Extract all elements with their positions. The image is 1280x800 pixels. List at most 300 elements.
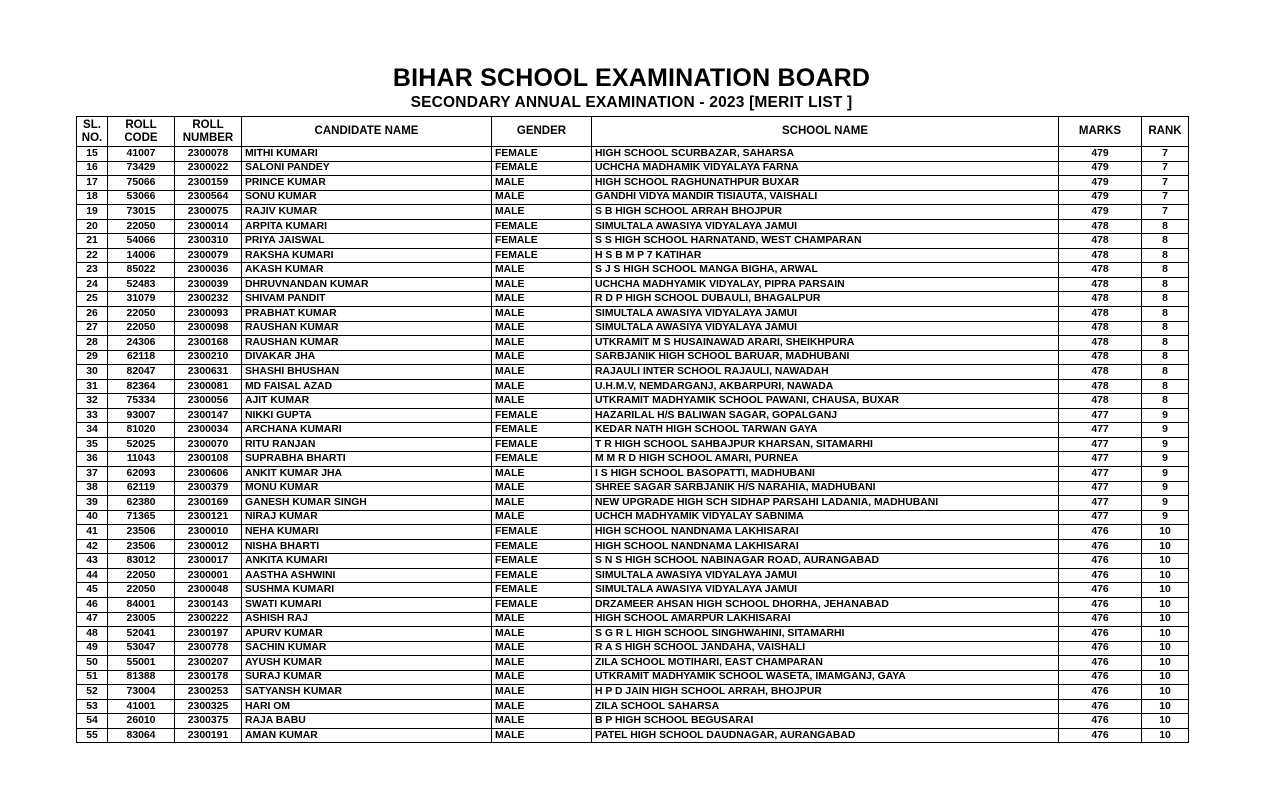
table-row bbox=[77, 525, 1189, 540]
sl-no-cell: 24 bbox=[77, 277, 108, 292]
sl-no-cell: 52 bbox=[77, 685, 108, 700]
school-name-cell: U.H.M.V, NEMDARGANJ, AKBARPURI, NAWADA bbox=[592, 379, 1059, 394]
roll-code-cell: 82047 bbox=[108, 365, 175, 380]
school-name-cell: SIMULTALA AWASIYA VIDYALAYA JAMUI bbox=[592, 321, 1059, 336]
roll-code-cell: 22050 bbox=[108, 583, 175, 598]
sl-no-cell: 30 bbox=[77, 365, 108, 380]
roll-number-cell: 2300081 bbox=[175, 379, 242, 394]
roll-number-cell: 2300197 bbox=[175, 627, 242, 642]
candidate-name-cell: APURV KUMAR bbox=[242, 627, 492, 642]
rank-cell: 9 bbox=[1142, 437, 1189, 452]
roll-code-cell: 24306 bbox=[108, 336, 175, 351]
table-row bbox=[77, 496, 1189, 511]
school-name-cell: S S HIGH SCHOOL HARNATAND, WEST CHAMPARAN bbox=[592, 234, 1059, 249]
school-name-cell: PATEL HIGH SCHOOL DAUDNAGAR, AURANGABAD bbox=[592, 728, 1059, 743]
marks-cell: 476 bbox=[1059, 714, 1142, 729]
column-header-sl-no: SL. NO. bbox=[77, 117, 108, 147]
roll-number-cell: 2300078 bbox=[175, 147, 242, 162]
column-header-school-name: SCHOOL NAME bbox=[592, 117, 1059, 147]
roll-code-cell: 52025 bbox=[108, 437, 175, 452]
candidate-name-cell: PRIYA JAISWAL bbox=[242, 234, 492, 249]
candidate-name-cell: ARCHANA KUMARI bbox=[242, 423, 492, 438]
roll-number-cell: 2300232 bbox=[175, 292, 242, 307]
school-name-cell: M M R D HIGH SCHOOL AMARI, PURNEA bbox=[592, 452, 1059, 467]
table-row bbox=[77, 408, 1189, 423]
school-name-cell: UTKRAMIT MADHYAMIK SCHOOL PAWANI, CHAUSA, BUXAR bbox=[592, 394, 1059, 409]
school-name-cell: SIMULTALA AWASIYA VIDYALAYA JAMUI bbox=[592, 583, 1059, 598]
rank-cell: 10 bbox=[1142, 699, 1189, 714]
school-name-cell: NEW UPGRADE HIGH SCH SIDHAP PARSAHI LADANIA, MADHUBANI bbox=[592, 496, 1059, 511]
roll-code-cell: 54066 bbox=[108, 234, 175, 249]
sl-no-cell: 22 bbox=[77, 248, 108, 263]
column-header-gender: GENDER bbox=[492, 117, 592, 147]
candidate-name-cell: RAJIV KUMAR bbox=[242, 205, 492, 220]
rank-cell: 7 bbox=[1142, 176, 1189, 191]
rank-cell: 10 bbox=[1142, 539, 1189, 554]
roll-number-cell: 2300253 bbox=[175, 685, 242, 700]
roll-number-cell: 2300012 bbox=[175, 539, 242, 554]
sl-no-cell: 33 bbox=[77, 408, 108, 423]
gender-cell: FEMALE bbox=[492, 248, 592, 263]
school-name-cell: SIMULTALA AWASIYA VIDYALAYA JAMUI bbox=[592, 568, 1059, 583]
roll-code-cell: 41001 bbox=[108, 699, 175, 714]
table-row bbox=[77, 685, 1189, 700]
rank-cell: 8 bbox=[1142, 321, 1189, 336]
sl-no-cell: 25 bbox=[77, 292, 108, 307]
roll-code-cell: 52483 bbox=[108, 277, 175, 292]
merit-list-table bbox=[76, 116, 1189, 743]
sl-no-cell: 31 bbox=[77, 379, 108, 394]
gender-cell: FEMALE bbox=[492, 437, 592, 452]
roll-number-cell: 2300222 bbox=[175, 612, 242, 627]
gender-cell: MALE bbox=[492, 365, 592, 380]
candidate-name-cell: HARI OM bbox=[242, 699, 492, 714]
rank-cell: 10 bbox=[1142, 597, 1189, 612]
sl-no-cell: 19 bbox=[77, 205, 108, 220]
gender-cell: MALE bbox=[492, 670, 592, 685]
marks-cell: 478 bbox=[1059, 248, 1142, 263]
marks-cell: 477 bbox=[1059, 437, 1142, 452]
table-row bbox=[77, 350, 1189, 365]
sl-no-cell: 18 bbox=[77, 190, 108, 205]
marks-cell: 478 bbox=[1059, 394, 1142, 409]
rank-cell: 9 bbox=[1142, 496, 1189, 511]
rank-cell: 8 bbox=[1142, 350, 1189, 365]
gender-cell: FEMALE bbox=[492, 539, 592, 554]
candidate-name-cell: DHRUVNANDAN KUMAR bbox=[242, 277, 492, 292]
table-row bbox=[77, 176, 1189, 191]
rank-cell: 10 bbox=[1142, 641, 1189, 656]
gender-cell: MALE bbox=[492, 176, 592, 191]
sl-no-cell: 36 bbox=[77, 452, 108, 467]
candidate-name-cell: ASHISH RAJ bbox=[242, 612, 492, 627]
rank-cell: 7 bbox=[1142, 147, 1189, 162]
sl-no-cell: 50 bbox=[77, 656, 108, 671]
rank-cell: 9 bbox=[1142, 467, 1189, 482]
sl-no-cell: 37 bbox=[77, 467, 108, 482]
candidate-name-cell: SUSHMA KUMARI bbox=[242, 583, 492, 598]
gender-cell: MALE bbox=[492, 321, 592, 336]
gender-cell: MALE bbox=[492, 641, 592, 656]
marks-cell: 478 bbox=[1059, 350, 1142, 365]
roll-number-cell: 2300159 bbox=[175, 176, 242, 191]
roll-number-cell: 2300014 bbox=[175, 219, 242, 234]
table-row bbox=[77, 699, 1189, 714]
table-row bbox=[77, 219, 1189, 234]
gender-cell: FEMALE bbox=[492, 452, 592, 467]
marks-cell: 476 bbox=[1059, 641, 1142, 656]
table-row bbox=[77, 597, 1189, 612]
roll-code-cell: 84001 bbox=[108, 597, 175, 612]
candidate-name-cell: RITU RANJAN bbox=[242, 437, 492, 452]
gender-cell: MALE bbox=[492, 496, 592, 511]
column-header-candidate-name: CANDIDATE NAME bbox=[242, 117, 492, 147]
marks-cell: 479 bbox=[1059, 176, 1142, 191]
marks-cell: 477 bbox=[1059, 423, 1142, 438]
candidate-name-cell: SWATI KUMARI bbox=[242, 597, 492, 612]
school-name-cell: H S B M P 7 KATIHAR bbox=[592, 248, 1059, 263]
gender-cell: MALE bbox=[492, 350, 592, 365]
board-title: BIHAR SCHOOL EXAMINATION BOARD bbox=[392, 64, 871, 92]
rank-cell: 9 bbox=[1142, 408, 1189, 423]
table-row bbox=[77, 583, 1189, 598]
rank-cell: 8 bbox=[1142, 394, 1189, 409]
school-name-cell: SIMULTALA AWASIYA VIDYALAYA JAMUI bbox=[592, 307, 1059, 322]
roll-number-cell: 2300631 bbox=[175, 365, 242, 380]
roll-code-cell: 82364 bbox=[108, 379, 175, 394]
marks-cell: 479 bbox=[1059, 205, 1142, 220]
roll-code-cell: 81020 bbox=[108, 423, 175, 438]
rank-cell: 8 bbox=[1142, 219, 1189, 234]
rank-cell: 8 bbox=[1142, 277, 1189, 292]
rank-cell: 10 bbox=[1142, 685, 1189, 700]
rank-cell: 10 bbox=[1142, 656, 1189, 671]
marks-cell: 478 bbox=[1059, 292, 1142, 307]
table-row bbox=[77, 510, 1189, 525]
roll-number-cell: 2300108 bbox=[175, 452, 242, 467]
marks-cell: 476 bbox=[1059, 728, 1142, 743]
marks-cell: 478 bbox=[1059, 336, 1142, 351]
school-name-cell: B P HIGH SCHOOL BEGUSARAI bbox=[592, 714, 1059, 729]
rank-cell: 8 bbox=[1142, 336, 1189, 351]
marks-cell: 478 bbox=[1059, 234, 1142, 249]
table-row bbox=[77, 248, 1189, 263]
gender-cell: MALE bbox=[492, 190, 592, 205]
marks-cell: 478 bbox=[1059, 321, 1142, 336]
gender-cell: MALE bbox=[492, 205, 592, 220]
marks-cell: 477 bbox=[1059, 467, 1142, 482]
table-row bbox=[77, 321, 1189, 336]
candidate-name-cell: RAJA BABU bbox=[242, 714, 492, 729]
roll-code-cell: 75334 bbox=[108, 394, 175, 409]
roll-code-cell: 73015 bbox=[108, 205, 175, 220]
roll-number-cell: 2300310 bbox=[175, 234, 242, 249]
school-name-cell: SIMULTALA AWASIYA VIDYALAYA JAMUI bbox=[592, 219, 1059, 234]
school-name-cell: I S HIGH SCHOOL BASOPATTI, MADHUBANI bbox=[592, 467, 1059, 482]
candidate-name-cell: SATYANSH KUMAR bbox=[242, 685, 492, 700]
rank-cell: 8 bbox=[1142, 365, 1189, 380]
candidate-name-cell: NEHA KUMARI bbox=[242, 525, 492, 540]
roll-number-cell: 2300564 bbox=[175, 190, 242, 205]
column-header-rank: RANK bbox=[1142, 117, 1189, 147]
sl-no-cell: 54 bbox=[77, 714, 108, 729]
sl-no-cell: 49 bbox=[77, 641, 108, 656]
gender-cell: MALE bbox=[492, 656, 592, 671]
roll-code-cell: 62118 bbox=[108, 350, 175, 365]
roll-code-cell: 23506 bbox=[108, 539, 175, 554]
marks-cell: 478 bbox=[1059, 263, 1142, 278]
marks-cell: 479 bbox=[1059, 190, 1142, 205]
candidate-name-cell: AYUSH KUMAR bbox=[242, 656, 492, 671]
rank-cell: 10 bbox=[1142, 568, 1189, 583]
candidate-name-cell: ARPITA KUMARI bbox=[242, 219, 492, 234]
sl-no-cell: 45 bbox=[77, 583, 108, 598]
school-name-cell: R D P HIGH SCHOOL DUBAULI, BHAGALPUR bbox=[592, 292, 1059, 307]
marks-cell: 477 bbox=[1059, 510, 1142, 525]
roll-number-cell: 2300001 bbox=[175, 568, 242, 583]
sl-no-cell: 38 bbox=[77, 481, 108, 496]
exam-subtitle: SECONDARY ANNUAL EXAMINATION - 2023 [MERIT LIST ] bbox=[410, 94, 853, 111]
candidate-name-cell: GANESH KUMAR SINGH bbox=[242, 496, 492, 511]
candidate-name-cell: AMAN KUMAR bbox=[242, 728, 492, 743]
sl-no-cell: 16 bbox=[77, 161, 108, 176]
gender-cell: MALE bbox=[492, 292, 592, 307]
gender-cell: FEMALE bbox=[492, 583, 592, 598]
roll-code-cell: 53066 bbox=[108, 190, 175, 205]
roll-number-cell: 2300034 bbox=[175, 423, 242, 438]
rank-cell: 8 bbox=[1142, 292, 1189, 307]
roll-number-cell: 2300121 bbox=[175, 510, 242, 525]
table-row bbox=[77, 670, 1189, 685]
candidate-name-cell: SALONI PANDEY bbox=[242, 161, 492, 176]
rank-cell: 10 bbox=[1142, 525, 1189, 540]
candidate-name-cell: MITHI KUMARI bbox=[242, 147, 492, 162]
candidate-name-cell: SACHIN KUMAR bbox=[242, 641, 492, 656]
marks-cell: 476 bbox=[1059, 670, 1142, 685]
rank-cell: 7 bbox=[1142, 161, 1189, 176]
gender-cell: MALE bbox=[492, 699, 592, 714]
roll-number-cell: 2300017 bbox=[175, 554, 242, 569]
school-name-cell: RAJAULI INTER SCHOOL RAJAULI, NAWADAH bbox=[592, 365, 1059, 380]
roll-number-cell: 2300070 bbox=[175, 437, 242, 452]
school-name-cell: HAZARILAL H/S BALIWAN SAGAR, GOPALGANJ bbox=[592, 408, 1059, 423]
sl-no-cell: 29 bbox=[77, 350, 108, 365]
roll-number-cell: 2300036 bbox=[175, 263, 242, 278]
school-name-cell: KEDAR NATH HIGH SCHOOL TARWAN GAYA bbox=[592, 423, 1059, 438]
table-row bbox=[77, 481, 1189, 496]
roll-number-cell: 2300093 bbox=[175, 307, 242, 322]
gender-cell: MALE bbox=[492, 307, 592, 322]
roll-code-cell: 71365 bbox=[108, 510, 175, 525]
marks-cell: 478 bbox=[1059, 379, 1142, 394]
candidate-name-cell: SHIVAM PANDIT bbox=[242, 292, 492, 307]
roll-code-cell: 62093 bbox=[108, 467, 175, 482]
candidate-name-cell: ANKIT KUMAR JHA bbox=[242, 467, 492, 482]
roll-number-cell: 2300191 bbox=[175, 728, 242, 743]
gender-cell: FEMALE bbox=[492, 423, 592, 438]
table-row bbox=[77, 714, 1189, 729]
roll-code-cell: 22050 bbox=[108, 219, 175, 234]
school-name-cell: H P D JAIN HIGH SCHOOL ARRAH, BHOJPUR bbox=[592, 685, 1059, 700]
column-header-roll-number: ROLL NUMBER bbox=[175, 117, 242, 147]
table-row bbox=[77, 437, 1189, 452]
gender-cell: FEMALE bbox=[492, 408, 592, 423]
school-name-cell: R A S HIGH SCHOOL JANDAHA, VAISHALI bbox=[592, 641, 1059, 656]
rank-cell: 8 bbox=[1142, 307, 1189, 322]
sl-no-cell: 41 bbox=[77, 525, 108, 540]
rank-cell: 10 bbox=[1142, 583, 1189, 598]
marks-cell: 476 bbox=[1059, 568, 1142, 583]
roll-code-cell: 83064 bbox=[108, 728, 175, 743]
candidate-name-cell: MONU KUMAR bbox=[242, 481, 492, 496]
roll-code-cell: 73429 bbox=[108, 161, 175, 176]
marks-cell: 478 bbox=[1059, 365, 1142, 380]
roll-number-cell: 2300022 bbox=[175, 161, 242, 176]
sl-no-cell: 39 bbox=[77, 496, 108, 511]
rank-cell: 7 bbox=[1142, 205, 1189, 220]
sl-no-cell: 47 bbox=[77, 612, 108, 627]
school-name-cell: SHREE SAGAR SARBJANIK H/S NARAHIA, MADHUBANI bbox=[592, 481, 1059, 496]
gender-cell: MALE bbox=[492, 394, 592, 409]
table-row bbox=[77, 307, 1189, 322]
gender-cell: FEMALE bbox=[492, 597, 592, 612]
table-row bbox=[77, 234, 1189, 249]
table-row bbox=[77, 277, 1189, 292]
marks-cell: 476 bbox=[1059, 554, 1142, 569]
roll-number-cell: 2300210 bbox=[175, 350, 242, 365]
school-name-cell: S N S HIGH SCHOOL NABINAGAR ROAD, AURANGABAD bbox=[592, 554, 1059, 569]
candidate-name-cell: NIKKI GUPTA bbox=[242, 408, 492, 423]
gender-cell: MALE bbox=[492, 510, 592, 525]
table-row bbox=[77, 263, 1189, 278]
candidate-name-cell: RAKSHA KUMARI bbox=[242, 248, 492, 263]
sl-no-cell: 40 bbox=[77, 510, 108, 525]
sl-no-cell: 20 bbox=[77, 219, 108, 234]
roll-number-cell: 2300325 bbox=[175, 699, 242, 714]
marks-cell: 476 bbox=[1059, 627, 1142, 642]
sl-no-cell: 55 bbox=[77, 728, 108, 743]
rank-cell: 8 bbox=[1142, 379, 1189, 394]
roll-code-cell: 83012 bbox=[108, 554, 175, 569]
candidate-name-cell: NIRAJ KUMAR bbox=[242, 510, 492, 525]
table-row bbox=[77, 205, 1189, 220]
roll-code-cell: 52041 bbox=[108, 627, 175, 642]
sl-no-cell: 23 bbox=[77, 263, 108, 278]
gender-cell: FEMALE bbox=[492, 525, 592, 540]
marks-cell: 478 bbox=[1059, 307, 1142, 322]
gender-cell: FEMALE bbox=[492, 568, 592, 583]
candidate-name-cell: PRINCE KUMAR bbox=[242, 176, 492, 191]
table-row bbox=[77, 394, 1189, 409]
roll-number-cell: 2300143 bbox=[175, 597, 242, 612]
gender-cell: MALE bbox=[492, 627, 592, 642]
table-row bbox=[77, 452, 1189, 467]
rank-cell: 10 bbox=[1142, 627, 1189, 642]
gender-cell: MALE bbox=[492, 263, 592, 278]
rank-cell: 10 bbox=[1142, 728, 1189, 743]
sl-no-cell: 17 bbox=[77, 176, 108, 191]
gender-cell: MALE bbox=[492, 277, 592, 292]
sl-no-cell: 53 bbox=[77, 699, 108, 714]
sl-no-cell: 32 bbox=[77, 394, 108, 409]
table-row bbox=[77, 423, 1189, 438]
candidate-name-cell: SURAJ KUMAR bbox=[242, 670, 492, 685]
roll-code-cell: 22050 bbox=[108, 307, 175, 322]
gender-cell: FEMALE bbox=[492, 219, 592, 234]
sl-no-cell: 34 bbox=[77, 423, 108, 438]
candidate-name-cell: SONU KUMAR bbox=[242, 190, 492, 205]
gender-cell: FEMALE bbox=[492, 161, 592, 176]
rank-cell: 9 bbox=[1142, 510, 1189, 525]
rank-cell: 9 bbox=[1142, 452, 1189, 467]
roll-number-cell: 2300010 bbox=[175, 525, 242, 540]
sl-no-cell: 27 bbox=[77, 321, 108, 336]
candidate-name-cell: ANKITA KUMARI bbox=[242, 554, 492, 569]
school-name-cell: UCHCHA MADHYAMIK VIDYALAY, PIPRA PARSAIN bbox=[592, 277, 1059, 292]
roll-number-cell: 2300048 bbox=[175, 583, 242, 598]
gender-cell: FEMALE bbox=[492, 147, 592, 162]
roll-number-cell: 2300606 bbox=[175, 467, 242, 482]
table-header bbox=[77, 117, 1189, 147]
table-row bbox=[77, 612, 1189, 627]
school-name-cell: S J S HIGH SCHOOL MANGA BIGHA, ARWAL bbox=[592, 263, 1059, 278]
rank-cell: 7 bbox=[1142, 190, 1189, 205]
table-body bbox=[77, 147, 1189, 743]
candidate-name-cell: SHASHI BHUSHAN bbox=[242, 365, 492, 380]
school-name-cell: UTKRAMIT MADHYAMIK SCHOOL WASETA, IMAMGANJ, GAYA bbox=[592, 670, 1059, 685]
roll-code-cell: 31079 bbox=[108, 292, 175, 307]
sl-no-cell: 46 bbox=[77, 597, 108, 612]
roll-number-cell: 2300778 bbox=[175, 641, 242, 656]
gender-cell: MALE bbox=[492, 467, 592, 482]
rank-cell: 10 bbox=[1142, 554, 1189, 569]
roll-number-cell: 2300147 bbox=[175, 408, 242, 423]
roll-code-cell: 75066 bbox=[108, 176, 175, 191]
roll-code-cell: 11043 bbox=[108, 452, 175, 467]
school-name-cell: UTKRAMIT M S HUSAINAWAD ARARI, SHEIKHPURA bbox=[592, 336, 1059, 351]
roll-code-cell: 62380 bbox=[108, 496, 175, 511]
roll-code-cell: 73004 bbox=[108, 685, 175, 700]
candidate-name-cell: RAUSHAN KUMAR bbox=[242, 336, 492, 351]
roll-code-cell: 55001 bbox=[108, 656, 175, 671]
roll-number-cell: 2300075 bbox=[175, 205, 242, 220]
roll-number-cell: 2300207 bbox=[175, 656, 242, 671]
roll-code-cell: 53047 bbox=[108, 641, 175, 656]
roll-number-cell: 2300178 bbox=[175, 670, 242, 685]
table-row bbox=[77, 467, 1189, 482]
roll-number-cell: 2300379 bbox=[175, 481, 242, 496]
roll-code-cell: 85022 bbox=[108, 263, 175, 278]
rank-cell: 8 bbox=[1142, 234, 1189, 249]
school-name-cell: UCHCH MADHYAMIK VIDYALAY SABNIMA bbox=[592, 510, 1059, 525]
candidate-name-cell: RAUSHAN KUMAR bbox=[242, 321, 492, 336]
table-row bbox=[77, 365, 1189, 380]
roll-number-cell: 2300056 bbox=[175, 394, 242, 409]
candidate-name-cell: NISHA BHARTI bbox=[242, 539, 492, 554]
table-row bbox=[77, 539, 1189, 554]
school-name-cell: T R HIGH SCHOOL SAHBAJPUR KHARSAN, SITAMARHI bbox=[592, 437, 1059, 452]
marks-cell: 476 bbox=[1059, 656, 1142, 671]
school-name-cell: UCHCHA MADHAMIK VIDYALAYA FARNA bbox=[592, 161, 1059, 176]
table-row bbox=[77, 336, 1189, 351]
roll-code-cell: 23005 bbox=[108, 612, 175, 627]
candidate-name-cell: DIVAKAR JHA bbox=[242, 350, 492, 365]
school-name-cell: ZILA SCHOOL MOTIHARI, EAST CHAMPARAN bbox=[592, 656, 1059, 671]
roll-code-cell: 23506 bbox=[108, 525, 175, 540]
school-name-cell: HIGH SCHOOL AMARPUR LAKHISARAI bbox=[592, 612, 1059, 627]
table-row bbox=[77, 568, 1189, 583]
table-row bbox=[77, 641, 1189, 656]
